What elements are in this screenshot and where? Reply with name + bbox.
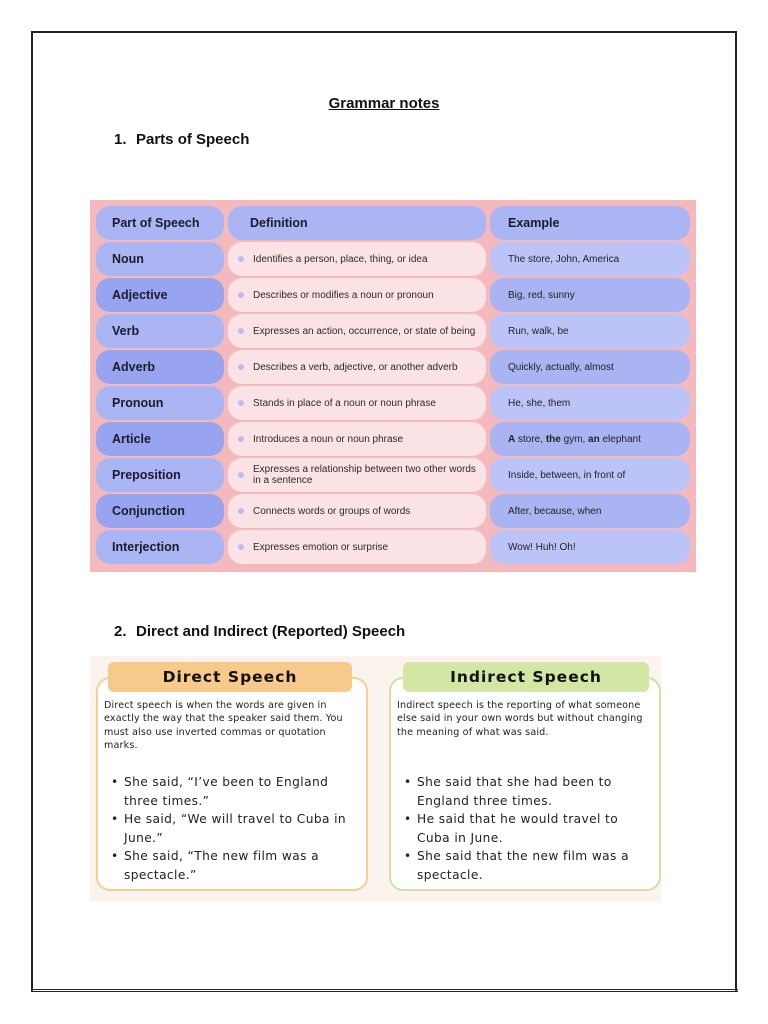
- list-item: • She said, “I’ve been to England three times.”: [104, 773, 362, 810]
- table-row: [96, 386, 690, 420]
- table-row: [96, 422, 690, 456]
- page-bottom-rule: [31, 989, 738, 992]
- article-a: A: [508, 433, 516, 445]
- table-row: [96, 314, 690, 348]
- header-part-of-speech: Part of Speech: [96, 206, 224, 240]
- section-heading-direct-indirect: [114, 623, 405, 640]
- table-row: [96, 530, 690, 564]
- section-number: 2.: [114, 623, 127, 640]
- pos-cell: Preposition: [96, 458, 224, 492]
- bullet-dot-icon: [238, 256, 244, 262]
- section-title: Direct and Indirect (Reported) Speech: [136, 623, 406, 640]
- definition-cell: [228, 242, 486, 276]
- definition-text: Expresses emotion or surprise: [253, 541, 389, 553]
- bullet-dot-icon: [238, 472, 244, 478]
- definition-text: Expresses a relationship between two other words in a sentence: [253, 464, 476, 486]
- table-header-row: [96, 206, 690, 240]
- direct-speech-description: Direct speech is when the words are given in exactly the way that the speaker said them. You must also use inverted commas or quotation marks.: [104, 700, 343, 751]
- example-fragment: gym,: [560, 433, 589, 445]
- definition-cell: [228, 386, 486, 420]
- pos-cell: Article: [96, 422, 224, 456]
- definition-cell: [228, 422, 486, 456]
- example-cell: Quickly, actually, almost: [490, 350, 690, 384]
- indirect-speech-box: [389, 677, 661, 891]
- bullet-dot-icon: [238, 364, 244, 370]
- direct-speech-title: Direct Speech: [108, 662, 352, 692]
- article-the: the: [545, 433, 561, 445]
- pos-cell: Conjunction: [96, 494, 224, 528]
- bullet-dot-icon: [238, 544, 244, 550]
- header-example: Example: [490, 206, 690, 240]
- definition-cell: [228, 278, 486, 312]
- definition-cell: [228, 458, 486, 492]
- definition-text: Stands in place of a noun or noun phrase: [253, 397, 436, 409]
- pos-cell: Adjective: [96, 278, 224, 312]
- document-title: Grammar notes: [328, 95, 440, 112]
- definition-cell: [228, 494, 486, 528]
- indirect-speech-examples: [397, 773, 655, 885]
- section-title: Parts of Speech: [136, 131, 250, 148]
- table-row: [96, 458, 690, 492]
- table-row: [96, 278, 690, 312]
- example-cell: Run, walk, be: [490, 314, 690, 348]
- bullet-dot-icon: [238, 400, 244, 406]
- pos-cell: Adverb: [96, 350, 224, 384]
- pos-cell: Noun: [96, 242, 224, 276]
- direct-speech-examples: [104, 773, 362, 885]
- definition-text: Identifies a person, place, thing, or idea: [253, 253, 428, 265]
- list-item: • He said that he would travel to Cuba in June.: [397, 810, 655, 847]
- example-cell: Big, red, sunny: [490, 278, 690, 312]
- example-fragment: store,: [515, 433, 546, 445]
- pos-cell: Interjection: [96, 530, 224, 564]
- definition-text: Describes a verb, adjective, or another adverb: [253, 361, 458, 373]
- header-definition: Definition: [228, 206, 486, 240]
- indirect-speech-description: Indirect speech is the reporting of what someone else said in your own words but without changing the meaning of what was said.: [397, 700, 643, 738]
- parts-of-speech-table: [90, 200, 696, 572]
- example-cell: After, because, when: [490, 494, 690, 528]
- bullet-dot-icon: [238, 328, 244, 334]
- pos-cell: Pronoun: [96, 386, 224, 420]
- bullet-dot-icon: [238, 508, 244, 514]
- example-cell: [490, 422, 690, 456]
- example-cell: He, she, them: [490, 386, 690, 420]
- list-item: • He said, “We will travel to Cuba in June.”: [104, 810, 362, 847]
- definition-cell: [228, 314, 486, 348]
- direct-speech-box: [96, 677, 368, 891]
- bullet-dot-icon: [238, 292, 244, 298]
- section-heading-parts-of-speech: [114, 131, 249, 148]
- definition-text: Connects words or groups of words: [253, 505, 411, 517]
- table-row: [96, 242, 690, 276]
- definition-cell: [228, 350, 486, 384]
- example-cell: Inside, between, in front of: [490, 458, 690, 492]
- pos-cell: Verb: [96, 314, 224, 348]
- article-an: an: [588, 433, 600, 445]
- example-fragment: elephant: [599, 433, 641, 445]
- indirect-speech-title: Indirect Speech: [403, 662, 649, 692]
- speech-comparison: [90, 656, 661, 902]
- example-cell: The store, John, America: [490, 242, 690, 276]
- list-item: • She said that the new film was a spectacle.: [397, 847, 655, 884]
- bullet-dot-icon: [238, 436, 244, 442]
- list-item: • She said, “The new film was a spectacle.”: [104, 847, 362, 884]
- definition-text: Describes or modifies a noun or pronoun: [253, 289, 434, 301]
- example-cell: Wow! Huh! Oh!: [490, 530, 690, 564]
- list-item: • She said that she had been to England three times.: [397, 773, 655, 810]
- definition-cell: [228, 530, 486, 564]
- definition-text: Introduces a noun or noun phrase: [253, 433, 404, 445]
- definition-text: Expresses an action, occurrence, or state of being: [253, 325, 476, 337]
- table-row: [96, 494, 690, 528]
- table-row: [96, 350, 690, 384]
- section-number: 1.: [114, 131, 127, 148]
